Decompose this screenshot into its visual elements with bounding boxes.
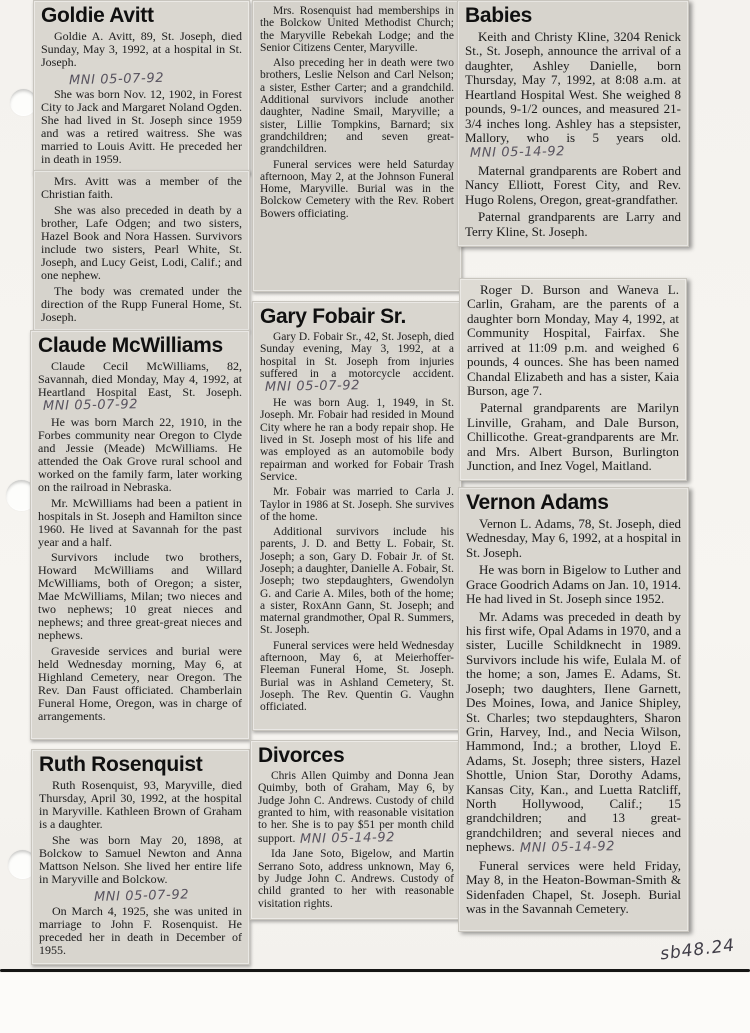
paragraph-text: Keith and Christy Kline, 3204 Renick St., St. Joseph, announce the arrival of a daughter, Ashley Danielle, born Thursday, May 7, 1992, at 8:08 a.m. at Heartland Hospital West. She weighed 8 pounds, 9-1/2 ounces, and measured 21-3/4 inches long. Ashley has a stepsister, Mallory, who is 5 years old.: [465, 29, 681, 145]
paragraph-text: Funeral services were held Wednesday afternoon, May 6, at Meierhoffer-Fleeman Funeral Home, St. Joseph. Burial was in Ashland Cemetery, St. Joseph. The Rev. Quentin G. Vaughn officiated.: [260, 639, 454, 714]
paragraph: [260, 397, 454, 483]
paragraph-text: He was born March 22, 1910, in the Forbes community near Oregon to Clyde and Jessie (Meade) McWilliams. He attended the Oak Grove rural school and worked on the family farm, later working on the railroad in Nebraska.: [38, 414, 242, 494]
paragraph: [38, 416, 242, 494]
paragraph-text: Claude Cecil McWilliams, 82, Savannah, died Monday, May 4, 1992, at Heartland Hospital East, St. Joseph.: [38, 359, 242, 399]
handwritten-archival-code: sb48.24: [659, 935, 737, 965]
paragraph-text: He was born in Bigelow to Luther and Grace Goodrich Adams on Jan. 10, 1914. He had lived in St. Joseph since 1952.: [466, 562, 681, 607]
scan-bed-margin: [0, 973, 750, 1033]
paragraph: [38, 497, 242, 549]
obituary-headline: Goldie Avitt: [41, 4, 154, 27]
paragraph-text: Maternal grandparents are Robert and Nancy Elliott, Forest City, and Rev. Hugo Rolens, Oregon, great-grandfather.: [465, 162, 681, 207]
paragraph: [258, 770, 454, 845]
paragraph: [260, 159, 454, 220]
paragraph-text: Chris Allen Quimby and Donna Jean Quimby, both of Graham, May 6, by Judge John C. Andrews. Custody of child granted to him, with reasonable visitation to her. She is to pay $51 per month child support.: [258, 770, 454, 845]
paragraph-text: Ruth Rosenquist, 93, Maryville, died Thursday, April 30, 1992, at the hospital in Maryville. Kathleen Brown of Graham is a daughter.: [39, 778, 242, 831]
handwritten-date-annotation: MNI 05-07-92: [93, 887, 190, 905]
clipping-gary-fobair-obituary: [252, 301, 462, 731]
paragraph: [39, 905, 242, 957]
paragraph: [260, 5, 454, 54]
paragraph: [41, 175, 242, 201]
paragraph-text: Vernon L. Adams, 78, St. Joseph, died Wednesday, May 6, 1992, at a hospital in St. Joseph.: [466, 516, 681, 560]
paragraph: [38, 360, 242, 413]
paragraph: [466, 610, 681, 856]
paragraph-text: Mr. McWilliams had been a patient in hospitals in St. Joseph and Hamilton since 1960. He lived at Savannah for the past year and a half.: [38, 495, 242, 549]
paragraph: [38, 551, 242, 642]
paragraph: [260, 526, 454, 637]
scan-page-edge-line: [0, 969, 750, 972]
paragraph-text: On March 4, 1925, she was united in marriage to John F. Rosenquist. He preceded her in death in December of 1955.: [39, 903, 242, 957]
paragraph-text: Mrs. Rosenquist had memberships in the Bolckow United Methodist Church; the Maryville Rebekah Lodge; and the Senior Citizens Center, Maryville.: [260, 5, 454, 54]
obituary-headline: Gary Fobair Sr.: [260, 305, 407, 328]
paragraph: [41, 285, 242, 324]
paragraph: [41, 30, 242, 69]
paragraph-text: She was born May 20, 1898, at Bolckow to Samuel Newton and Anna Mattson Nelson. She lived her entire life in Maryville and Bolckow.: [39, 832, 242, 886]
paragraph-text: He was born Aug. 1, 1949, in St. Joseph. Mr. Fobair had resided in Mound City where he ran a body repair shop. He lived in St. Joseph most of his life and was employed as an automobile body repairman and worked for Fobair Trash Service.: [260, 397, 454, 483]
handwritten-date-annotation: MNI 05-14-92: [300, 829, 396, 847]
clipping-claude-mcwilliams-obituary: [30, 330, 250, 740]
obituary-headline: Claude McWilliams: [38, 334, 223, 357]
paragraph-text: The body was cremated under the direction of the Rupp Funeral Home, St. Joseph.: [41, 283, 242, 324]
paragraph-text: Also preceding her in death were two brothers, Leslie Nelson and Carl Nelson; a sister, Esther Carter; and a grandchild. Additional survivors include another daughter, Nadine Smail, Maryville; a sister, Lillie Tompkins, Barnard; six grandchildren; and seven great-grandchildren.: [260, 57, 454, 156]
paragraph: [465, 30, 681, 161]
paragraph: [41, 204, 242, 282]
paragraph: [41, 88, 242, 166]
paragraph: [467, 401, 679, 473]
paragraph-text: Paternal grandparents are Marilyn Linville, Graham, and Dale Burson, Chillicothe. Great-grandparents are Mr. and Mrs. Albert Burson, Burlington Junction, and Inez Vogel, Maitland.: [467, 400, 679, 474]
handwritten-date-annotation: MNI 05-14-92: [519, 839, 615, 857]
paragraph-text: She was also preceded in death by a brother, Lafe Odgen; and two sisters, Hazel Book and Nora Hassen. Survivors include two sisters, Pearl White, St. Joseph, and Lucy Geist, Lodi, Calif.; and one nephew.: [41, 202, 242, 282]
paragraph-text: Funeral services were held Saturday afternoon, May 2, at the Johnson Funeral Home, Maryville. Burial was in the Bolckow Cemetery with the Rev. Robert Bowers officiating.: [260, 158, 454, 220]
clipping-vernon-adams-obituary: [458, 487, 689, 932]
paragraph-text: She was born Nov. 12, 1902, in Forest City to Jack and Margaret Noland Ogden. She had lived in St. Joseph since 1959 and was a retired waitress. She was married to Louis Avitt. He preceded her in death in 1959.: [41, 86, 242, 166]
obituary-headline: Vernon Adams: [466, 491, 609, 514]
paragraph-text: Mr. Adams was preceded in death by his first wife, Opal Adams in 1970, and a sister, Lucille Schildknecht in 1989. Survivors include his wife, Eulala M. of the home; a son, James E. Adams, St. Joseph; two daughters, Ilene Garnett, Des Moines, Iowa, and Janice Shipley, St. Charles; two stepdaughters, Sharon Grin, Harvey, Ind., and Necia Wilson, Hammond, Ind.; a brother, Lloyd E. Adams, St. Joseph; three sisters, Hazel Shottle, Union Star, Dorothy Adams, Kansas City, Kan., and Luetta Ratcliff, North Hollywood, Calif.; 15 grandchildren; and 13 great-grandchildren; and several nieces and nephews.: [466, 608, 681, 855]
paragraph: [260, 57, 454, 155]
clipping-avitt-continuation: [33, 170, 250, 331]
paragraph: [39, 834, 242, 886]
paragraph: [466, 859, 681, 917]
handwritten-date-annotation: MNI 05-07-92: [264, 378, 361, 396]
paragraph-text: Gary D. Fobair Sr., 42, St. Joseph, died Sunday evening, May 3, 1992, at a hospital in St. Joseph from injuries suffered in a motorcycle accident.: [260, 331, 454, 380]
notice-headline: Divorces: [258, 744, 345, 767]
paragraph-text: Survivors include two brothers, Howard McWilliams and Willard McWilliams, both of Oregon; a sister, Mae McWilliams, Milan; two nieces and two nephews; 10 great nieces and nephews; and three great-great nieces and nephews.: [38, 550, 242, 643]
notice-headline: Babies: [465, 4, 533, 27]
paragraph: [260, 331, 454, 394]
clipping-divorces-notice: [250, 740, 462, 920]
obituary-headline: Ruth Rosenquist: [39, 753, 203, 776]
paragraph: [38, 645, 242, 723]
paragraph: [466, 563, 681, 606]
paragraph: [465, 210, 681, 239]
paragraph-text: Mrs. Avitt was a member of the Christian faith.: [41, 174, 242, 201]
clipping-goldie-avitt-obituary: [33, 0, 250, 174]
paragraph-text: Ida Jane Soto, Bigelow, and Martin Serrano Soto, address unknown, May 6, by Judge John C. Andrews. Custody of child granted to her with reasonable visitation rights.: [258, 848, 454, 910]
paragraph-text: Paternal grandparents are Larry and Terry Kline, St. Joseph.: [465, 209, 681, 239]
handwritten-date-annotation: MNI 05-14-92: [469, 144, 566, 162]
paragraph-text: Additional survivors include his parents, J. D. and Betty L. Fobair, St. Joseph; a son, Gary D. Fobair Jr. of St. Joseph; a daughter, Danielle A. Fobair, St. Joseph; two stepdaughters, Gwendolyn G. and Carie A. Miles, both of the home; a sister, RoxAnn Gann, St. Joseph; and maternal grandmother, Opal R. Summers, St. Joseph.: [260, 526, 454, 637]
paragraph: [260, 640, 454, 714]
paragraph: [260, 486, 454, 523]
paragraph: [467, 283, 679, 398]
paragraph: [466, 517, 681, 560]
paragraph-text: Graveside services and burial were held Wednesday morning, May 6, at Highland Cemetery, near Oregon. The Rev. Dan Faust officiated. Chamberlain Funeral Home, Oregon, was in charge of arrangements.: [38, 644, 242, 723]
handwritten-date-annotation: MNI 05-07-92: [68, 70, 165, 89]
paragraph-text: Funeral services were held Friday, May 8, in the Heaton-Bowman-Smith & Sidenfaden Chapel, St. Joseph. Burial was in the Savannah Cemetery.: [466, 857, 681, 917]
clipping-rosenquist-continuation: [252, 0, 462, 292]
handwritten-date-annotation: MNI 05-07-92: [42, 397, 139, 414]
paragraph-text: Roger D. Burson and Waneva L. Carlin, Graham, are the parents of a daughter born Monday, May 4, 1992, at Community Hospital, Fairfax. She arrived at 11:09 p.m. and weighed 6 pounds, 4 ounces. She has been named Chandal Elizabeth and has a sister, Kaia Burson, age 7.: [467, 282, 679, 398]
clipping-ruth-rosenquist-obituary: [31, 749, 250, 965]
clipping-burson-birth-notice: [459, 278, 687, 481]
paragraph-text: Goldie A. Avitt, 89, St. Joseph, died Sunday, May 3, 1992, at a hospital in St. Joseph.: [41, 29, 242, 69]
paragraph: [258, 848, 454, 909]
paragraph-text: Mr. Fobair was married to Carla J. Taylor in 1986 at St. Joseph. She survives of the home.: [260, 486, 454, 523]
paragraph: [465, 164, 681, 207]
paragraph: [39, 779, 242, 831]
clipping-babies-notice: [457, 0, 689, 247]
